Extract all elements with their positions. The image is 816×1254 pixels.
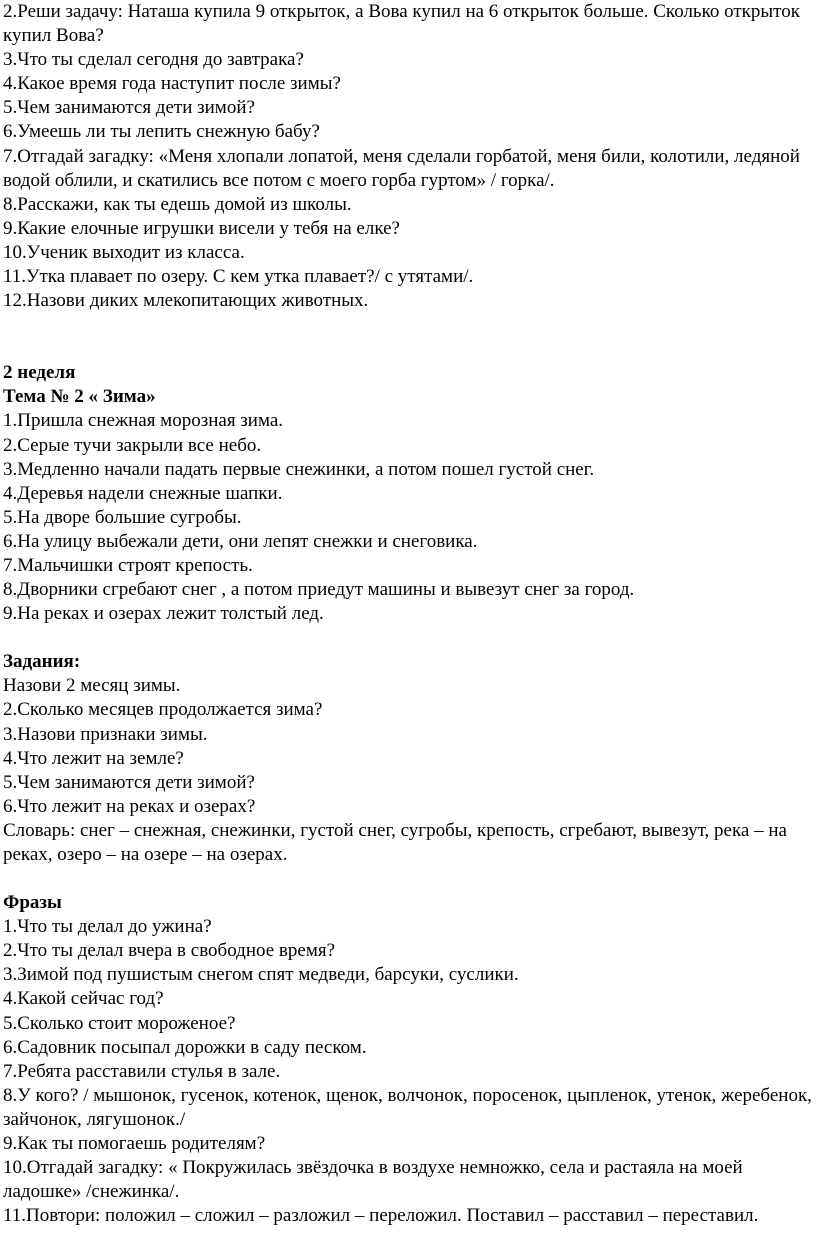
phrases-heading: Фразы (3, 892, 62, 914)
list-item: 5.Чем занимаются дети зимой? (3, 771, 255, 793)
week-heading: 2 неделя (3, 362, 76, 384)
list-item: 9.На реках и озерах лежит толстый лед. (3, 603, 324, 625)
list-item: 6.Умеешь ли ты лепить снежную бабу? (3, 121, 320, 143)
spacer (3, 867, 812, 891)
list-item: 10.Ученик выходит из класса. (3, 241, 245, 263)
list-item: 7.Ребята расставили стулья в зале. (3, 1060, 281, 1082)
list-item: 1.Что ты делал до ужина? (3, 916, 212, 938)
list-item: 9.Как ты помогаешь родителям? (3, 1133, 266, 1155)
vocabulary-line: Словарь: снег – снежная, снежинки, густой снег, сугробы, крепость, сгребают, вывезут, река – на реках, озеро – на озере – на озерах. (3, 819, 787, 865)
list-item: 4.Что лежит на земле? (3, 747, 184, 769)
week-section (3, 361, 812, 626)
list-item: 5.На дворе большие сугробы. (3, 506, 242, 528)
list-item: 6.Садовник посыпал дорожки в саду песком. (3, 1036, 367, 1058)
list-item: 2.Реши задачу: Наташа купила 9 открыток, а Вова купил на 6 открыток больше. Сколько открыток купил Вова? (3, 1, 800, 47)
list-item: 2.Серые тучи закрыли все небо. (3, 434, 262, 456)
list-item: Назови 2 месяц зимы. (3, 675, 181, 697)
list-item: 6.Что лежит на реках и озерах? (3, 795, 256, 817)
list-item: 10.Отгадай загадку: « Покружилась звёздочка в воздухе немножко, села и растаяла на моей ладошке» /снежинка/. (3, 1157, 743, 1203)
tasks-section (3, 650, 812, 867)
list-item: 3.Медленно начали падать первые снежинки, а потом пошел густой снег. (3, 458, 595, 480)
topic-heading: Тема № 2 « Зима» (3, 386, 156, 408)
list-item: 11.Повтори: положил – сложил – разложил – переложил. Поставил – расставил – переставил. (3, 1205, 759, 1227)
list-item: 6.На улицу выбежали дети, они лепят снежки и снеговика. (3, 530, 478, 552)
list-item: 5.Сколько стоит мороженое? (3, 1012, 236, 1034)
list-item: 2.Что ты делал вчера в свободное время? (3, 940, 336, 962)
tasks-heading: Задания: (3, 651, 81, 673)
top-list (3, 0, 812, 313)
list-item: 4.Деревья надели снежные шапки. (3, 482, 283, 504)
list-item: 5.Чем занимаются дети зимой? (3, 97, 255, 119)
list-item: 11.Утка плавает по озеру. С кем утка плавает?/ с утятами/. (3, 266, 474, 288)
list-item: 7.Отгадай загадку: «Меня хлопали лопатой, меня сделали горбатой, меня били, колотили, ледяной водой облили, и скатились все потом с моего горба гуртом» / горка/. (3, 145, 800, 191)
list-item: 3.Зимой под пушистым снегом спят медведи, барсуки, суслики. (3, 964, 519, 986)
list-item: 2.Сколько месяцев продолжается зима? (3, 699, 323, 721)
list-item: 7.Мальчишки строят крепость. (3, 554, 253, 576)
list-item: 9.Какие елочные игрушки висели у тебя на елке? (3, 217, 400, 239)
spacer (3, 313, 812, 361)
list-item: 8.Расскажи, как ты едешь домой из школы. (3, 193, 352, 215)
list-item: 4.Какой сейчас год? (3, 988, 164, 1010)
list-item: 3.Назови признаки зимы. (3, 723, 208, 745)
list-item: 3.Что ты сделал сегодня до завтрака? (3, 49, 304, 71)
phrases-section (3, 891, 812, 1228)
spacer (3, 626, 812, 650)
list-item: 1.Пришла снежная морозная зима. (3, 410, 284, 432)
list-item: 8.Дворники сгребают снег , а потом приедут машины и вывезут снег за город. (3, 579, 635, 601)
list-item: 12.Назови диких млекопитающих животных. (3, 290, 369, 312)
list-item: 4.Какое время года наступит после зимы? (3, 73, 341, 95)
list-item: 8.У кого? / мышонок, гусенок, котенок, щенок, волчонок, поросенок, цыпленок, утенок, жеребенок, зайчонок, лягушонок./ (3, 1084, 812, 1130)
